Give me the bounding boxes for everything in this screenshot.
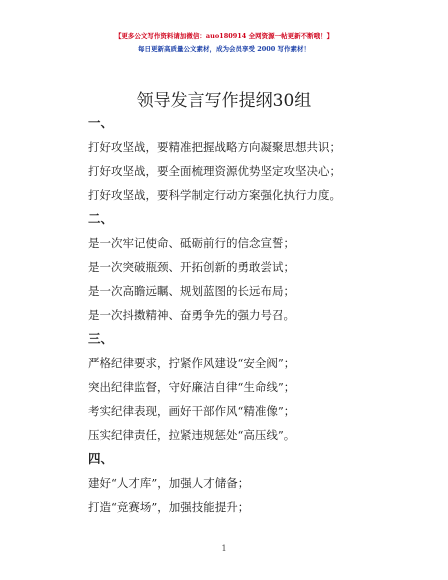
outline-line: 考实纪律表现，画好干部作风“精准像”； xyxy=(88,404,296,418)
outline-line: 严格纪律要求，拧紧作风建设“安全阀”； xyxy=(88,356,296,370)
outline-line: 建好“人才库”，加强人才储备； xyxy=(88,476,250,490)
document-title: 领导发言写作提纲30组 xyxy=(136,91,312,111)
section-heading: 四、 xyxy=(88,451,114,466)
promo-banner-line-2: 每日更新高质量公文素材，成为会员享受 2000 写作素材！ xyxy=(137,45,311,53)
outline-line: 压实纪律责任，拉紧违规惩处“高压线”。 xyxy=(88,428,296,442)
section-heading: 三、 xyxy=(88,331,114,346)
page-number: 1 xyxy=(221,544,227,553)
outline-line: 突出纪律监督，守好廉洁自律“生命线”； xyxy=(88,380,296,394)
outline-section-2 xyxy=(88,207,408,327)
outline-line: 打好攻坚战，要精准把握战略方向凝聚思想共识； xyxy=(88,140,341,154)
outline-line: 是一次高瞻远瞩、规划蓝图的长远布局； xyxy=(88,284,295,298)
outline-line: 是一次抖擞精神、奋勇争先的强力号召。 xyxy=(88,308,295,322)
section-heading: 一、 xyxy=(88,115,114,130)
outline-line: 打好攻坚战，要全面梳理资源优势坚定攻坚决心； xyxy=(88,164,341,178)
outline-section-4 xyxy=(88,447,408,519)
outline-line: 是一次突破瓶颈、开拓创新的勇敢尝试； xyxy=(88,260,295,274)
outline-line: 打造“竞赛场”，加强技能提升； xyxy=(88,500,250,514)
outline-line: 是一次牢记使命、砥砺前行的信念宣誓； xyxy=(88,236,295,250)
outline-line: 打好攻坚战，要科学制定行动方案强化执行力度。 xyxy=(88,188,341,202)
outline-section-3 xyxy=(88,327,408,447)
promo-banner xyxy=(0,30,448,56)
outline-section-1 xyxy=(88,111,408,207)
document-body xyxy=(88,111,408,519)
promo-banner-line-1: 【更多公文写作资料请加微信：auo180914 全网资源一帖更新不断哦！】 xyxy=(114,32,334,40)
section-heading: 二、 xyxy=(88,211,114,226)
